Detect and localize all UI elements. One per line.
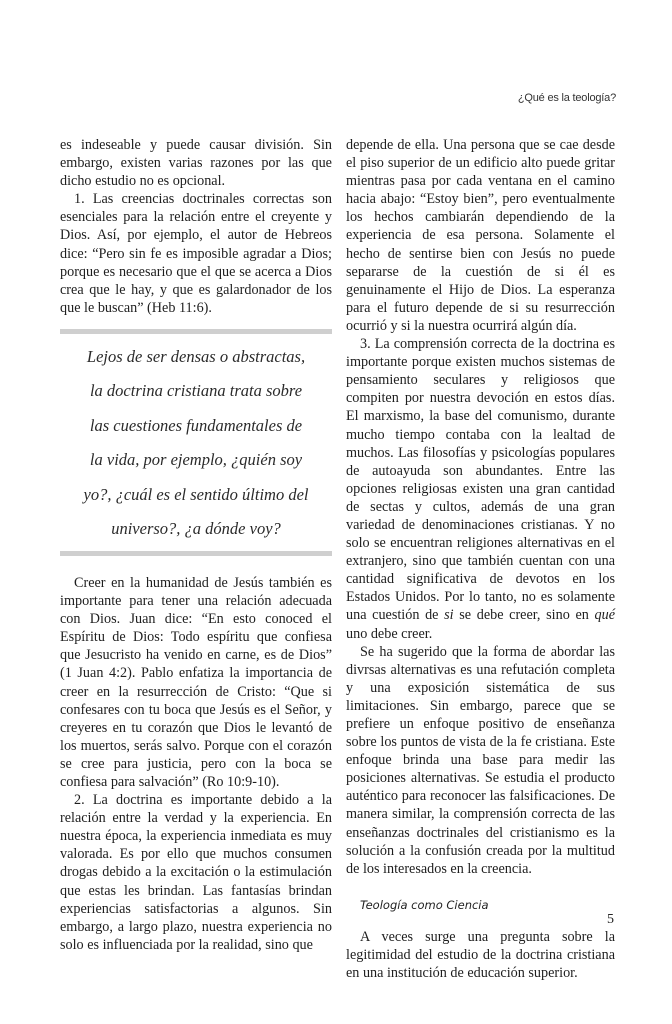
paragraph: es indeseable y puede causar división. Sin embargo, existen varias razones por las que dicho estudio no es opcional. xyxy=(60,137,332,190)
paragraph xyxy=(346,335,615,643)
paragraph: depende de ella. Una persona que se cae desde el piso superior de un edificio alto puede gritar mientras pasa por cada ventana en el camino hacia abajo: “Estoy bien”, pero eventualmente los hechos cambiarán dependiendo de la experiencia de esa persona. Solamente el hecho de sentirse bien con Jesús no puede separarse de la cuestión de si él es genuinamente el Hijo de Dios. La esperanza para el futuro depende de si su resurrección ocurrió y si la nuestra ocurrirá algún día. xyxy=(346,137,615,334)
paragraph: A veces surge una pregunta sobre la legitimidad del estudio de la doctrina cristiana en una institución de educación superior. xyxy=(346,928,615,982)
pull-quote-line: la doctrina cristiana trata sobre xyxy=(89,381,303,401)
text-run: uno debe creer. xyxy=(346,625,433,642)
section-heading: Teología como Ciencia xyxy=(360,897,489,912)
pull-quote-line: la vida, por ejemplo, ¿quién soy xyxy=(89,450,303,470)
page-number: 5 xyxy=(607,912,614,927)
pull-quote-line: Lejos de ser densas o abstractas, xyxy=(86,346,306,366)
left-column xyxy=(60,136,332,954)
pull-quote-line: universo?, ¿a dónde voy? xyxy=(111,519,281,539)
pull-quote-line: yo?, ¿cuál es el sentido último del xyxy=(83,484,309,504)
paragraph: Creer en la humanidad de Jesús también es importante para tener una relación adecuada con Dios. Juan dice: “En esto conoced el Espíritu de Dios: Todo espíritu que confiesa que Jesucristo ha venido en carne, es de Dios” (1 Juan 4:2). Pablo enfatiza la importancia de creer en la resurrección de Cristo: “Que si confesares con tu boca que Jesús es el Señor, y creyeres en tu corazón que Dios le levantó de los muertos, serás salvo. Porque con el corazón se cree para justicia, pero con la boca se confiesa para salvación” (Ro 10:9-10). xyxy=(60,574,332,790)
text-run: 3. La comprensión correcta de la doctrina es importante porque existen muchos sistemas de pensamiento seculares y religiosos que compiten por nuestra devoción en estos días. El marxismo, la base del comunismo, durante mucho tiempo contaba con la lealtad de muchos. Las filosofías y psicologías populares de autoayuda son abundantes. Entre las opciones religiosas existen una gran cantidad de sectas y cultos, además de una gran variedad de denominaciones cristianas. Y no solo se encuentran religiones alternativas en el extranjero, sino que también cuentan con una cantidad significativa de devotos en los Estados Unidos. Por lo tanto, no es solamente una cuestión de xyxy=(346,336,615,624)
pull-quote-line: las cuestiones fundamentales de xyxy=(89,415,303,435)
emphasis-que: qué xyxy=(594,607,615,624)
paragraph: 1. Las creencias doctrinales correctas son esenciales para la relación entre el creyente y Dios. Así, por ejemplo, el autor de Hebreos dice: “Pero sin fe es imposible agradar a Dios; porque es necesario que el que se acerca a Dios crea que le hay, y que es galardonador de los que le buscan” (Heb 11:6). xyxy=(60,191,332,316)
text-run: se debe creer, sino en xyxy=(453,607,595,624)
emphasis-si: si xyxy=(444,607,454,624)
running-head: ¿Qué es la teología? xyxy=(517,92,616,104)
right-column xyxy=(346,136,615,982)
paragraph: Se ha sugerido que la forma de abordar las divrsas alternativas es una refutación completa y una exposición sistemática de sus limitaciones. Sin embargo, parece que se prefiere un enfoque positivo de enseñanza sobre los puntos de vista de la fe cristiana. Este enfoque brinda una base para medir las posiciones alternativas. Se estudia el producto auténtico para reconocer las falsificaciones. De manera similar, la comprensión correcta de las enseñanzas doctrinales del cristianismo es la solución a la confusión creada por la multitud de los interesados en la creencia. xyxy=(346,643,615,877)
pull-quote xyxy=(60,329,332,556)
paragraph: 2. La doctrina es importante debido a la relación entre la verdad y la experiencia. En nuestra época, la experiencia inmediata es muy valorada. Es por ello que muchos consumen drogas debido a la excitación o la estimulación que estas les brindan. Las fantasías brindan experiencias satisfactorias a algunos. Sin embargo, a largo plazo, nuestra experiencia no solo es influenciada por la realidad, sino que xyxy=(60,792,332,953)
